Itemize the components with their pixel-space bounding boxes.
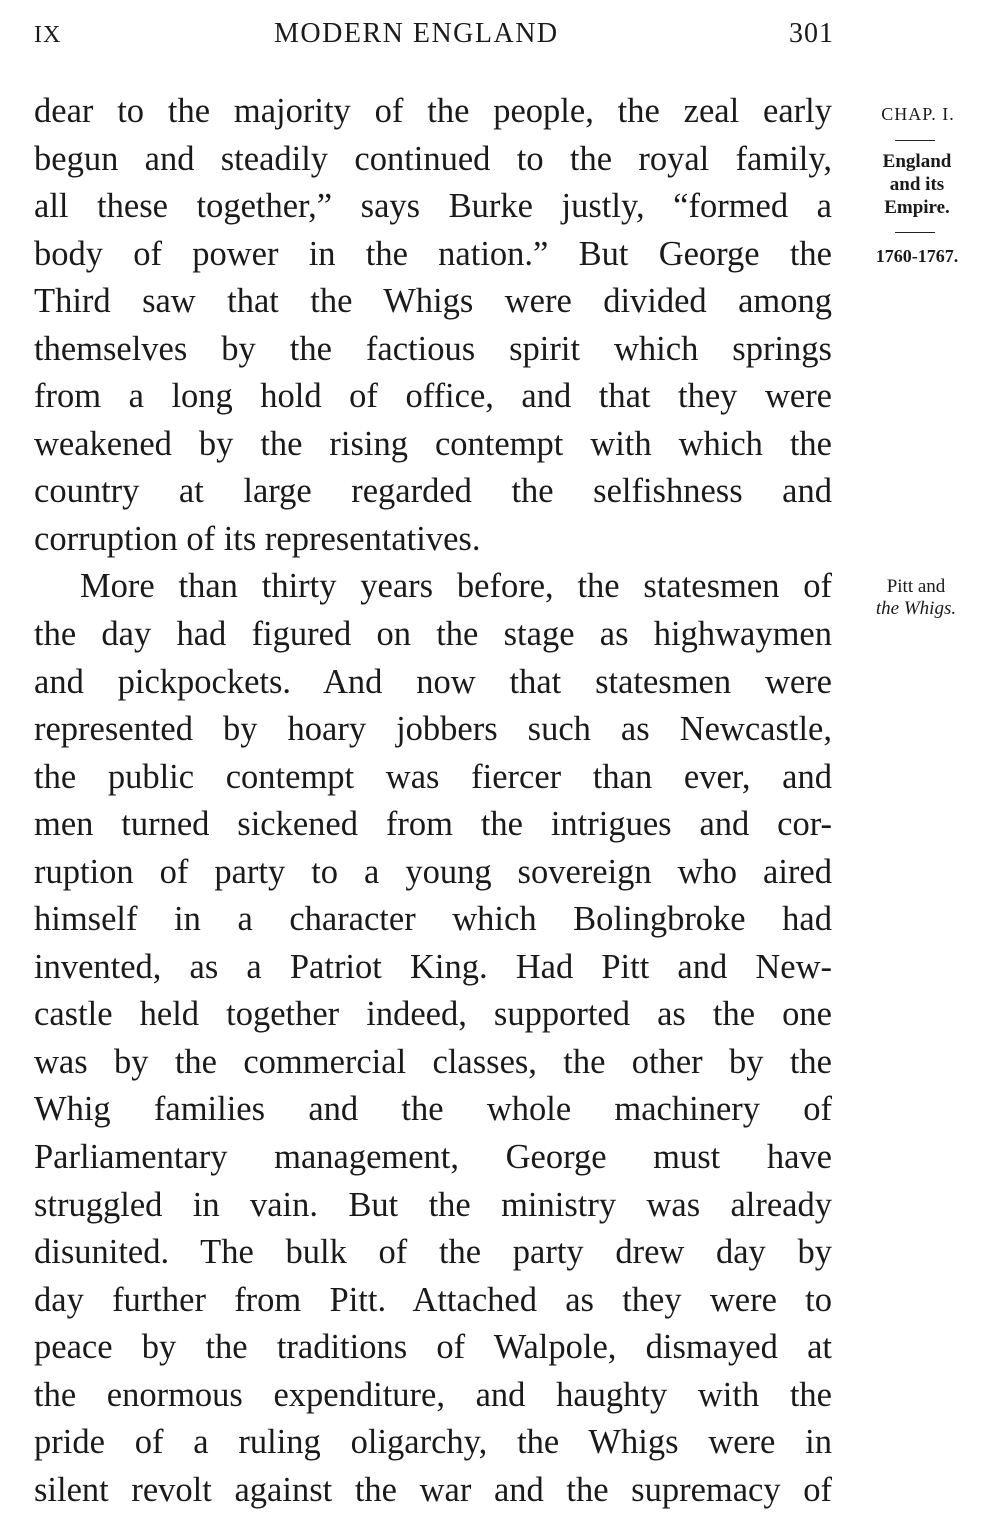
text-line: represented by hoary jobbers such as Newcastle, — [34, 710, 832, 749]
text-line: country at large regarded the selfishness and — [34, 472, 832, 511]
text-line: peace by the traditions of Walpole, dismayed at — [34, 1328, 832, 1367]
page-number: 301 — [789, 18, 834, 49]
text-line: disunited. The bulk of the party drew day by — [34, 1233, 832, 1272]
paragraph-start-line: More than thirty years before, the statesmen of — [80, 567, 832, 606]
margin-rule — [895, 140, 935, 141]
margin-years: 1760-1767. — [875, 246, 959, 266]
section-number: IX — [34, 22, 62, 48]
text-line: Third saw that the Whigs were divided among — [34, 282, 832, 321]
text-line: themselves by the factious spirit which springs — [34, 329, 832, 368]
text-line: day further from Pitt. Attached as they were to — [34, 1280, 832, 1319]
margin-topic-line: and its — [889, 174, 945, 195]
text-line: himself in a character which Bolingbroke had — [34, 900, 832, 939]
margin-topic-line: Empire. — [884, 197, 950, 218]
text-line: body of power in the nation.” But George the — [34, 234, 832, 273]
text-line: from a long hold of office, and that they were — [34, 377, 832, 416]
text-line: weakened by the rising contempt with which the — [34, 424, 832, 463]
body-text — [34, 88, 832, 1514]
text-line: corruption of its representatives. — [34, 519, 481, 558]
margin-topic-line: England — [882, 151, 952, 172]
text-line: the day had figured on the stage as highwaymen — [34, 615, 832, 654]
page-header — [34, 18, 834, 58]
text-line: silent revolt against the war and the supremacy of — [34, 1470, 832, 1509]
text-line: the enormous expenditure, and haughty with the — [34, 1375, 832, 1414]
margin-topic-note — [858, 150, 976, 219]
text-line: castle held together indeed, supported as the one — [34, 995, 832, 1034]
text-line: ruption of party to a young sovereign who aired — [34, 852, 832, 891]
text-line: men turned sickened from the intrigues and cor- — [34, 805, 832, 844]
running-title: MODERN ENGLAND — [274, 18, 559, 49]
text-line: struggled in vain. But the ministry was already — [34, 1185, 832, 1224]
text-line: Parliamentary management, George must have — [34, 1138, 832, 1177]
text-line: the public contempt was fiercer than ever, and — [34, 757, 832, 796]
text-line: begun and steadily continued to the royal family, — [34, 139, 832, 178]
margin-side-line: the Whigs. — [875, 598, 957, 619]
text-line: was by the commercial classes, the other by the — [34, 1042, 832, 1081]
text-line: dear to the majority of the people, the zeal early — [34, 92, 832, 130]
margin-side-line: Pitt and — [886, 576, 946, 597]
text-line: Whig families and the whole machinery of — [34, 1090, 832, 1129]
text-line: and pickpockets. And now that statesmen were — [34, 662, 832, 701]
text-line: all these together,” says Burke justly, “formed a — [34, 187, 832, 226]
margin-rule — [895, 232, 935, 233]
margin-chapter-label: CHAP. I. — [881, 104, 955, 124]
text-line: invented, as a Patriot King. Had Pitt and New- — [34, 947, 832, 986]
text-line: pride of a ruling oligarchy, the Whigs were in — [34, 1423, 832, 1462]
margin-side-note — [852, 576, 980, 620]
